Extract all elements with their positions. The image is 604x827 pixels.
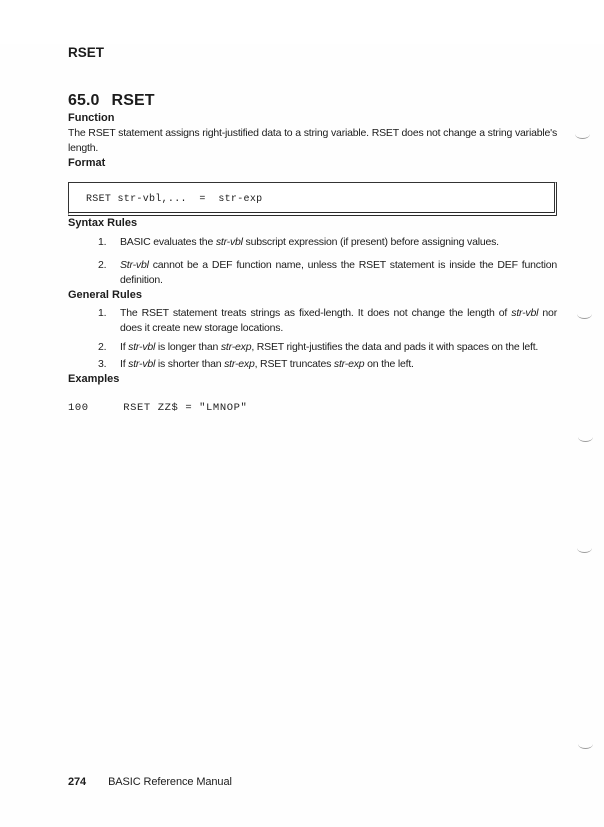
example-code-line: 100 RSET ZZ$ = "LMNOP" <box>68 402 248 414</box>
rule-number: 3. <box>98 358 107 370</box>
section-title <box>68 91 557 111</box>
scan-artifact-mark <box>577 548 592 553</box>
manual-title: BASIC Reference Manual <box>108 776 232 788</box>
rule-text: If str-vbl is longer than str-exp, RSET right-justifies the data and pads it with spaces on the left. <box>120 341 539 353</box>
function-paragraph: The RSET statement assigns right-justified data to a string variable. RSET does not change a string variable's length. <box>68 127 557 154</box>
scan-artifact-mark <box>578 437 593 442</box>
rule-number: 1. <box>98 236 107 248</box>
scan-artifact-mark <box>578 744 593 749</box>
heading-function: Function <box>68 112 115 124</box>
scan-artifact-mark <box>577 314 592 319</box>
running-header: RSET <box>68 45 105 60</box>
rule-number: 2. <box>98 341 107 353</box>
rule-text: If str-vbl is shorter than str-exp, RSET truncates str-exp on the left. <box>120 358 414 370</box>
rule-text: The RSET statement treats strings as fixed-length. It does not change the length of str-vbl nor does it create new storage locations. <box>120 307 557 334</box>
section-name: RSET <box>111 92 155 109</box>
page-footer <box>68 775 232 789</box>
heading-syntax-rules: Syntax Rules <box>68 217 138 229</box>
heading-examples: Examples <box>68 373 120 385</box>
general-rule-item-3 <box>68 357 557 372</box>
rule-number: 2. <box>98 259 107 271</box>
heading-format: Format <box>68 157 106 169</box>
syntax-rule-item-2 <box>68 258 557 288</box>
page-number: 274 <box>68 776 87 788</box>
manual-page <box>0 44 604 827</box>
general-rule-item-1 <box>68 306 557 336</box>
rule-text: BASIC evaluates the str-vbl subscript expression (if present) before assigning values. <box>120 236 499 248</box>
format-box <box>68 182 557 216</box>
general-rule-item-2 <box>68 340 557 355</box>
scan-artifact-mark <box>575 134 590 139</box>
heading-general-rules: General Rules <box>68 289 142 301</box>
rule-number: 1. <box>98 307 107 319</box>
section-number: 65.0 <box>68 92 100 109</box>
format-syntax-line: RSET str-vbl,... = str-exp <box>86 194 263 205</box>
rule-text: Str-vbl cannot be a DEF function name, unless the RSET statement is inside the DEF function definition. <box>120 259 557 286</box>
syntax-rule-item-1 <box>68 235 557 250</box>
